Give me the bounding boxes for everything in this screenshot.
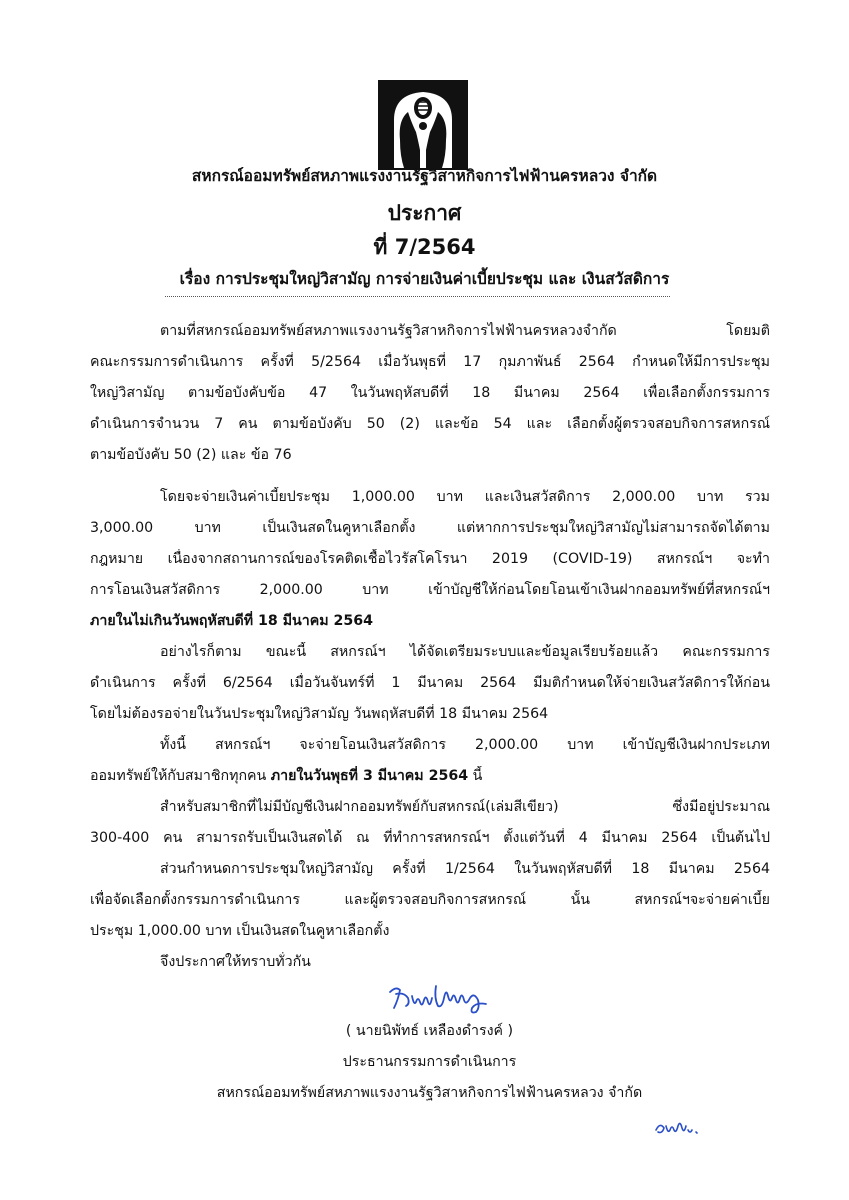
- paragraph-text: นี้: [468, 768, 483, 784]
- paragraph-line: การโอนเงินสวัสดิการ 2,000.00 บาท เข้าบัญชีให้ก่อนโดยโอนเข้าเงินฝากออมทรัพย์ที่สหกรณ์ฯ: [90, 582, 770, 598]
- paragraph-text-bold: ภายในวันพุธที่ 3 มีนาคม 2564: [270, 768, 469, 784]
- handwritten-initials-mark: [652, 1112, 700, 1138]
- announcement-number: ที่ 7/2564: [373, 235, 476, 259]
- organization-name: สหกรณ์ออมทรัพย์สหภาพแรงงานรัฐวิสาหกิจการไฟฟ้านครหลวง จำกัด: [191, 167, 658, 185]
- paragraph-line: กฎหมาย เนื่องจากสถานการณ์ของโรคติดเชื้อไวรัสโคโรนา 2019 (COVID-19) สหกรณ์ฯ จะทำ: [90, 551, 770, 567]
- announcement-subject: เรื่อง การประชุมใหญ่วิสามัญ การจ่ายเงินค่าเบี้ยประชุม และ เงินสวัสดิการ: [179, 270, 670, 288]
- paragraph-line: ประชุม 1,000.00 บาท เป็นเงินสดในคูหาเลือกตั้ง: [90, 923, 390, 939]
- closing-line: จึงประกาศให้ทราบทั่วกัน: [160, 954, 311, 970]
- paragraph-line: โดยไม่ต้องรอจ่ายในวันประชุมใหญ่วิสามัญ วันพฤหัสบดีที่ 18 มีนาคม 2564: [90, 706, 549, 722]
- paragraph-line: ดำเนินการ ครั้งที่ 6/2564 เมื่อวันจันทร์ที่ 1 มีนาคม 2564 มีมติกำหนดให้จ่ายเงินสวัสดิการให้ก่อน: [90, 675, 770, 691]
- paragraph-line: อย่างไรก็ตาม ขณะนี้ สหกรณ์ฯ ได้จัดเตรียมระบบและข้อมูลเรียบร้อยแล้ว คณะกรรมการ: [160, 644, 770, 660]
- paragraph-line: ตามที่สหกรณ์ออมทรัพย์สหภาพแรงงานรัฐวิสาหกิจการไฟฟ้านครหลวงจำกัด โดยมติ: [160, 323, 770, 339]
- paragraph-line: 300-400 คน สามารถรับเป็นเงินสดได้ ณ ที่ทำการสหกรณ์ฯ ตั้งแต่วันที่ 4 มีนาคม 2564 เป็นต้นไป: [90, 830, 770, 846]
- paragraph-line: ใหญ่วิสามัญ ตามข้อบังคับข้อ 47 ในวันพฤหัสบดีที่ 18 มีนาคม 2564 เพื่อเลือกตั้งกรรมการ: [90, 385, 770, 401]
- signer-organization: สหกรณ์ออมทรัพย์สหภาพแรงงานรัฐวิสาหกิจการไฟฟ้านครหลวง จำกัด: [216, 1085, 643, 1101]
- paragraph-line: โดยจะจ่ายเงินค่าเบี้ยประชุม 1,000.00 บาท และเงินสวัสดิการ 2,000.00 บาท รวม: [160, 489, 770, 505]
- signer-name: ( นายนิพัทธ์ เหลืองดำรงค์ ): [345, 1023, 514, 1039]
- dotted-divider: [165, 296, 670, 297]
- announcement-label: ประกาศ: [387, 201, 462, 225]
- signer-title: ประธานกรรมการดำเนินการ: [342, 1054, 517, 1070]
- paragraph-line: 3,000.00 บาท เป็นเงินสดในคูหาเลือกตั้ง แต่หากการประชุมใหญ่วิสามัญไม่สามารถจัดได้ตาม: [90, 520, 770, 536]
- paragraph-line: เพื่อจัดเลือกตั้งกรรมการดำเนินการ และผู้ตรวจสอบกิจการสหกรณ์ นั้น สหกรณ์ฯจะจ่ายค่าเบี้ย: [90, 892, 770, 908]
- cooperative-logo-icon: [378, 80, 468, 170]
- paragraph-line: สำหรับสมาชิกที่ไม่มีบัญชีเงินฝากออมทรัพย์กับสหกรณ์(เล่มสีเขียว) ซึ่งมีอยู่ประมาณ: [160, 799, 770, 815]
- paragraph-line: คณะกรรมการดำเนินการ ครั้งที่ 5/2564 เมื่อวันพุธที่ 17 กุมภาพันธ์ 2564 กำหนดให้มีการประชุม: [90, 354, 770, 370]
- paragraph-line: [90, 766, 770, 786]
- paragraph-line: ดำเนินการจำนวน 7 คน ตามข้อบังคับ 50 (2) และข้อ 54 และ เลือกตั้งผู้ตรวจสอบกิจการสหกรณ์: [90, 416, 770, 432]
- paragraph-text: ออมทรัพย์ให้กับสมาชิกทุกคน: [90, 768, 271, 784]
- paragraph-line: ส่วนกำหนดการประชุมใหญ่วิสามัญ ครั้งที่ 1/2564 ในวันพฤหัสบดีที่ 18 มีนาคม 2564: [160, 861, 770, 877]
- handwritten-signature: [386, 978, 496, 1016]
- paragraph-line-bold: ภายในไม่เกินวันพฤหัสบดีที่ 18 มีนาคม 2564: [90, 613, 373, 629]
- paragraph-line: ทั้งนี้ สหกรณ์ฯ จะจ่ายโอนเงินสวัสดิการ 2,000.00 บาท เข้าบัญชีเงินฝากประเภท: [160, 737, 770, 753]
- paragraph-line: ตามข้อบังคับ 50 (2) และ ข้อ 76: [90, 447, 292, 463]
